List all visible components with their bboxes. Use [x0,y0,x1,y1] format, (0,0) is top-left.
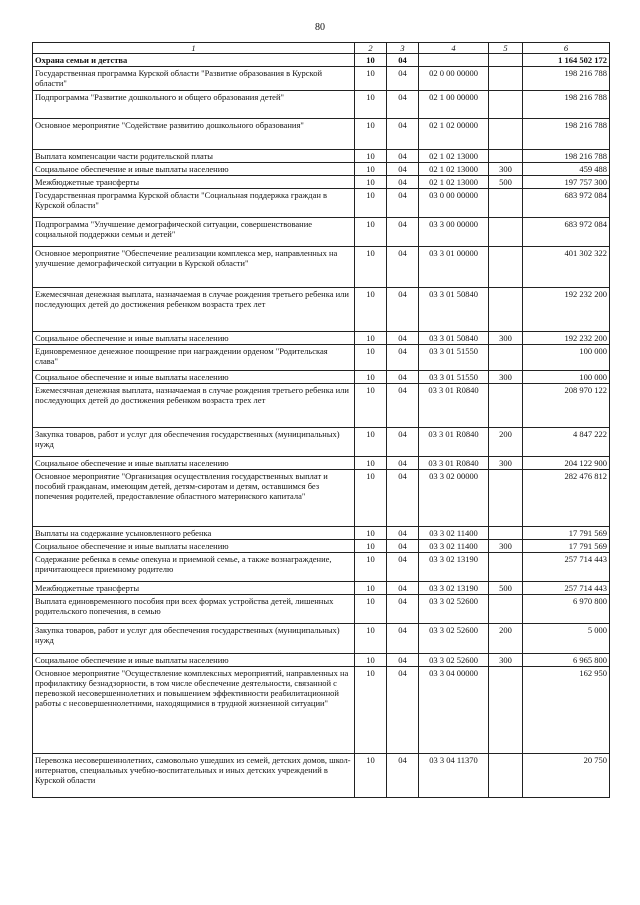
table-row [33,288,610,332]
page-number: 80 [315,22,325,33]
table-row [33,595,610,624]
row-amount-cell: 683 972 084 [523,218,610,247]
row-subsection-cell: 04 [387,667,419,754]
row-expense-type-cell [489,247,523,288]
row-section-cell: 10 [355,91,387,119]
row-expense-type-cell [489,345,523,371]
row-amount-cell: 192 232 200 [523,332,610,345]
row-section-cell: 10 [355,176,387,189]
row-expense-type-cell: 300 [489,540,523,553]
row-name-cell: Социальное обеспечение и иные выплаты населению [33,332,355,345]
row-name-cell: Государственная программа Курской области "Социальная поддержка граждан в Курской области" [33,189,355,218]
row-name-cell: Выплата единовременного пособия при всех формах устройства детей, лишенных родительского попечения, в семью [33,595,355,624]
row-expense-type-cell [489,384,523,428]
row-target-article-cell: 02 1 02 00000 [419,119,489,150]
row-amount-cell: 208 970 122 [523,384,610,428]
row-subsection-cell: 04 [387,119,419,150]
row-section-cell: 10 [355,189,387,218]
row-target-article-cell: 03 3 02 52600 [419,624,489,654]
row-expense-type-cell [489,218,523,247]
row-expense-type-cell [489,119,523,150]
header-col-4: 4 [419,43,489,54]
row-target-article-cell: 03 3 01 51550 [419,371,489,384]
row-section-cell: 10 [355,428,387,457]
row-name-cell: Социальное обеспечение и иные выплаты населению [33,371,355,384]
row-expense-type-cell: 200 [489,624,523,654]
row-target-article-cell: 03 3 00 00000 [419,218,489,247]
row-name-cell: Социальное обеспечение и иные выплаты населению [33,457,355,470]
row-amount-cell: 683 972 084 [523,189,610,218]
table-row [33,332,610,345]
row-amount-cell: 282 476 812 [523,470,610,527]
row-expense-type-cell [489,91,523,119]
row-section-cell: 10 [355,119,387,150]
row-name-cell: Социальное обеспечение и иные выплаты населению [33,540,355,553]
row-name-cell: Закупка товаров, работ и услуг для обеспечения государственных (муниципальных) нужд [33,624,355,654]
row-name-cell: Межбюджетные трансферты [33,176,355,189]
row-name-cell: Государственная программа Курской области "Развитие образования в Курской области" [33,67,355,91]
row-amount-cell: 459 488 [523,163,610,176]
row-name-cell: Закупка товаров, работ и услуг для обеспечения государственных (муниципальных) нужд [33,428,355,457]
row-name-cell: Охрана семьи и детства [33,54,355,67]
row-section-cell: 10 [355,67,387,91]
row-target-article-cell: 03 3 02 52600 [419,595,489,624]
table-row [33,176,610,189]
row-target-article-cell: 03 3 02 52600 [419,654,489,667]
row-target-article-cell: 03 3 04 11370 [419,754,489,798]
row-section-cell: 10 [355,345,387,371]
row-expense-type-cell [489,150,523,163]
row-subsection-cell: 04 [387,624,419,654]
row-amount-cell: 17 791 569 [523,540,610,553]
row-target-article-cell: 03 3 01 R0840 [419,384,489,428]
row-subsection-cell: 04 [387,582,419,595]
row-amount-cell: 204 122 900 [523,457,610,470]
row-expense-type-cell: 300 [489,457,523,470]
row-section-cell: 10 [355,754,387,798]
row-section-cell: 10 [355,595,387,624]
row-expense-type-cell [489,527,523,540]
row-subsection-cell: 04 [387,91,419,119]
budget-table [32,42,610,798]
row-amount-cell: 257 714 443 [523,582,610,595]
header-col-1: 1 [33,43,355,54]
row-section-cell: 10 [355,654,387,667]
row-target-article-cell: 02 1 00 00000 [419,91,489,119]
row-expense-type-cell [489,754,523,798]
row-expense-type-cell: 200 [489,428,523,457]
table-row [33,371,610,384]
row-name-cell: Социальное обеспечение и иные выплаты населению [33,163,355,176]
row-amount-cell: 6 970 800 [523,595,610,624]
table-row [33,624,610,654]
row-section-cell: 10 [355,624,387,654]
row-target-article-cell: 03 3 01 00000 [419,247,489,288]
row-expense-type-cell [489,54,523,67]
row-subsection-cell: 04 [387,553,419,582]
row-section-cell: 10 [355,470,387,527]
row-subsection-cell: 04 [387,163,419,176]
row-target-article-cell: 02 1 02 13000 [419,163,489,176]
row-name-cell: Межбюджетные трансферты [33,582,355,595]
row-subsection-cell: 04 [387,176,419,189]
row-subsection-cell: 04 [387,457,419,470]
row-section-cell: 10 [355,288,387,332]
row-amount-cell: 5 000 [523,624,610,654]
row-amount-cell: 197 757 300 [523,176,610,189]
table-row [33,119,610,150]
header-col-3: 3 [387,43,419,54]
row-subsection-cell: 04 [387,654,419,667]
row-expense-type-cell [489,67,523,91]
table-row [33,163,610,176]
header-col-2: 2 [355,43,387,54]
row-expense-type-cell [489,595,523,624]
table-row [33,67,610,91]
row-target-article-cell: 03 3 02 13190 [419,553,489,582]
row-section-cell: 10 [355,384,387,428]
row-subsection-cell: 04 [387,189,419,218]
row-amount-cell: 257 714 443 [523,553,610,582]
row-amount-cell: 162 950 [523,667,610,754]
row-expense-type-cell: 300 [489,332,523,345]
row-expense-type-cell: 300 [489,371,523,384]
row-name-cell: Основное мероприятие "Обеспечение реализации комплекса мер, направленных на улучшение демографической ситуации в Курской области" [33,247,355,288]
row-expense-type-cell: 300 [489,163,523,176]
row-subsection-cell: 04 [387,67,419,91]
table-row [33,54,610,67]
row-target-article-cell [419,54,489,67]
table-row [33,189,610,218]
table-row [33,754,610,798]
row-subsection-cell: 04 [387,428,419,457]
row-amount-cell: 20 750 [523,754,610,798]
row-section-cell: 10 [355,150,387,163]
row-section-cell: 10 [355,163,387,176]
row-section-cell: 10 [355,527,387,540]
row-target-article-cell: 02 0 00 00000 [419,67,489,91]
row-amount-cell: 4 847 222 [523,428,610,457]
row-subsection-cell: 04 [387,470,419,527]
row-target-article-cell: 03 3 02 13190 [419,582,489,595]
header-col-5: 5 [489,43,523,54]
table-row [33,667,610,754]
row-section-cell: 10 [355,247,387,288]
row-subsection-cell: 04 [387,595,419,624]
row-amount-cell: 198 216 788 [523,150,610,163]
row-target-article-cell: 03 3 02 00000 [419,470,489,527]
row-section-cell: 10 [355,667,387,754]
row-expense-type-cell [489,288,523,332]
row-target-article-cell: 03 0 00 00000 [419,189,489,218]
table-row [33,470,610,527]
table-body [33,54,610,798]
row-section-cell: 10 [355,218,387,247]
row-amount-cell: 198 216 788 [523,91,610,119]
row-subsection-cell: 04 [387,218,419,247]
row-target-article-cell: 02 1 02 13000 [419,176,489,189]
row-section-cell: 10 [355,457,387,470]
table-row [33,247,610,288]
row-section-cell: 10 [355,553,387,582]
row-name-cell: Подпрограмма "Развитие дошкольного и общего образования детей" [33,91,355,119]
row-section-cell: 10 [355,332,387,345]
table-row [33,527,610,540]
row-name-cell: Основное мероприятие "Организация осуществления государственных выплат и пособий гражданам, имеющим детей, детям-сиротам и детям, оставшимся без попечения родителей, предоставление областного материнского капитала" [33,470,355,527]
row-amount-cell: 401 302 322 [523,247,610,288]
row-amount-cell: 1 164 502 172 [523,54,610,67]
row-amount-cell: 17 791 569 [523,527,610,540]
table-row [33,457,610,470]
table-row [33,345,610,371]
row-amount-cell: 100 000 [523,371,610,384]
row-target-article-cell: 03 3 01 51550 [419,345,489,371]
row-name-cell: Перевозка несовершеннолетних, самовольно ушедших из семей, детских домов, школ-интернатов, специальных учебно-воспитательных и иных детских учреждений в Курской области [33,754,355,798]
row-target-article-cell: 03 3 02 11400 [419,540,489,553]
row-name-cell: Выплаты на содержание усыновленного ребенка [33,527,355,540]
table-row [33,553,610,582]
row-target-article-cell: 03 3 01 R0840 [419,457,489,470]
table-header-row [33,43,610,54]
table-row [33,384,610,428]
row-subsection-cell: 04 [387,247,419,288]
row-target-article-cell: 03 3 02 11400 [419,527,489,540]
row-expense-type-cell: 500 [489,582,523,595]
row-name-cell: Содержание ребенка в семье опекуна и приемной семье, а также вознаграждение, причитающееся приемному родителю [33,553,355,582]
row-name-cell: Ежемесячная денежная выплата, назначаемая в случае рождения третьего ребенка или последующих детей до достижения ребенком возраста трех лет [33,288,355,332]
row-target-article-cell: 03 3 01 50840 [419,332,489,345]
row-name-cell: Ежемесячная денежная выплата, назначаемая в случае рождения третьего ребенка или последующих детей до достижения ребенком возраста трех лет [33,384,355,428]
row-name-cell: Социальное обеспечение и иные выплаты населению [33,654,355,667]
row-expense-type-cell [489,553,523,582]
row-name-cell: Подпрограмма "Улучшение демографической ситуации, совершенствование социальной поддержки семьи и детей" [33,218,355,247]
row-expense-type-cell [489,189,523,218]
row-section-cell: 10 [355,582,387,595]
table-row [33,428,610,457]
row-name-cell: Основное мероприятие "Осуществление комплексных мероприятий, направленных на профилактику безнадзорности, в том числе обеспечение деятельности, связанной с перевозкой несовершеннолетних и повышением эффективности реабилитационной работы с несовершеннолетними, находящимися в трудной жизненной ситуации" [33,667,355,754]
row-target-article-cell: 03 3 01 50840 [419,288,489,332]
row-section-cell: 10 [355,54,387,67]
row-name-cell: Выплата компенсации части родительской платы [33,150,355,163]
row-subsection-cell: 04 [387,54,419,67]
row-target-article-cell: 03 3 04 00000 [419,667,489,754]
row-subsection-cell: 04 [387,288,419,332]
row-target-article-cell: 02 1 02 13000 [419,150,489,163]
row-subsection-cell: 04 [387,540,419,553]
row-section-cell: 10 [355,540,387,553]
row-expense-type-cell: 500 [489,176,523,189]
row-amount-cell: 198 216 788 [523,119,610,150]
table-row [33,654,610,667]
header-col-6: 6 [523,43,610,54]
row-name-cell: Основное мероприятие "Содействие развитию дошкольного образования" [33,119,355,150]
row-subsection-cell: 04 [387,754,419,798]
row-expense-type-cell: 300 [489,654,523,667]
row-target-article-cell: 03 3 01 R0840 [419,428,489,457]
table-row [33,218,610,247]
table-row [33,91,610,119]
row-subsection-cell: 04 [387,150,419,163]
table-row [33,582,610,595]
table-row [33,540,610,553]
row-subsection-cell: 04 [387,332,419,345]
row-expense-type-cell [489,667,523,754]
row-name-cell: Единовременное денежное поощрение при награждении орденом "Родительская слава" [33,345,355,371]
row-subsection-cell: 04 [387,371,419,384]
row-amount-cell: 192 232 200 [523,288,610,332]
row-subsection-cell: 04 [387,384,419,428]
row-amount-cell: 100 000 [523,345,610,371]
row-subsection-cell: 04 [387,527,419,540]
row-expense-type-cell [489,470,523,527]
row-amount-cell: 198 216 788 [523,67,610,91]
table-row [33,150,610,163]
row-amount-cell: 6 965 800 [523,654,610,667]
row-subsection-cell: 04 [387,345,419,371]
row-section-cell: 10 [355,371,387,384]
